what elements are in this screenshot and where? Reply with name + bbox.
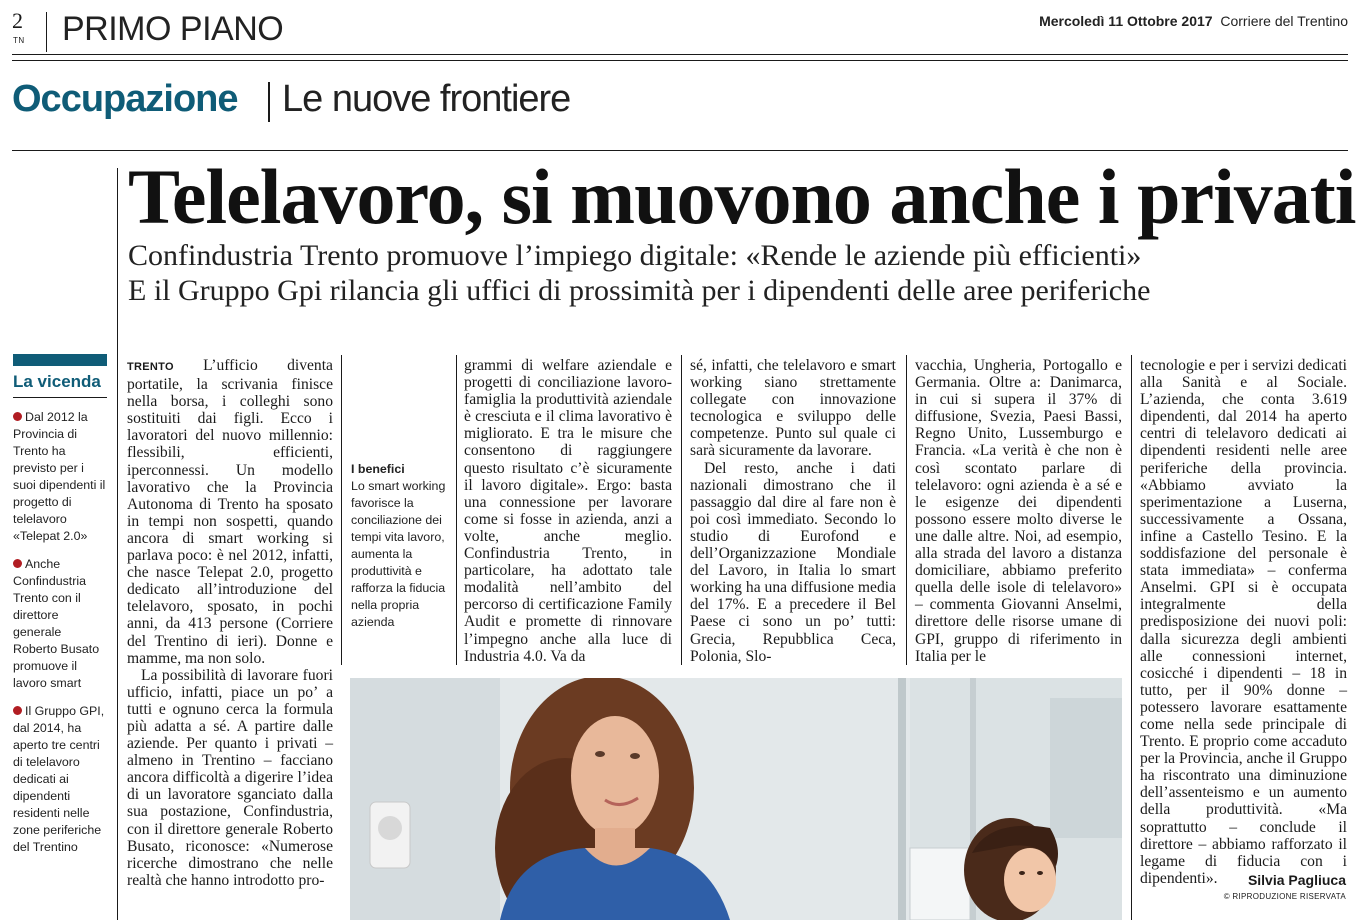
article-paragraph — [127, 357, 333, 667]
section-rule — [12, 150, 1348, 151]
article-column-3 — [464, 357, 672, 665]
publication-name: Corriere del Trentino — [1220, 13, 1348, 29]
article-headline: Telelavoro, si muovono anche i privati — [128, 153, 1356, 240]
masthead-rule — [12, 54, 1348, 55]
dateline: TRENTO — [127, 361, 174, 373]
paragraph-text: L’ufficio diventa portatile, la scrivania finisce nella borsa, i colleghi sono sostituiti dai figli. Ecco i lavoratori del nuovo millennio: flessibili, efficienti, iperconnessi. Un modello lavorativo che la Provincia Autonoma di Trento ha sposato in tempi non sospetti, quando ancora di smart working si parlava poco: è nel 2012, infatti, che nasce Telepat 2.0, progetto dedicato all’introduzione del telelavoro, sposato, in pochi anni, da 413 persone (Corriere del Trentino di ieri). Donne e mamme, ma non solo. — [127, 357, 333, 667]
article-column-5 — [915, 357, 1122, 665]
benefici-title: I benefici — [351, 462, 405, 476]
benefici-box — [351, 461, 449, 631]
masthead-rule-secondary — [12, 60, 1348, 61]
edition-code: TN — [13, 36, 25, 45]
article-column-1 — [127, 357, 333, 889]
sidebar-la-vicenda — [13, 354, 107, 856]
article-subhead-1: Confindustria Trento promuove l’impiego digitale: «Rende le aziende più efficienti» — [128, 239, 1142, 272]
column-rule — [906, 355, 907, 665]
article-paragraph: La possibilità di lavorare fuori ufficio, infatti, piace un po’ a tutti e ognuno cerca la formula più adatta a sé. A partire dalle aziende. Per quanto i privati – almeno in Trentino – facciano ancora difficoltà a digerire l’idea di un lavoratore sganciato dalla sua postazione, Confindustria, con il direttore generale Roberto Busato, riconosce: «Numerose ricerche dimostrano che nelle realtà che hanno introdotto pro- — [127, 666, 333, 889]
column-rule — [1131, 355, 1132, 920]
copyright-notice: © RIPRODUZIONE RISERVATA — [1223, 892, 1346, 901]
bullet-dot-icon — [13, 412, 22, 421]
article-column-4 — [690, 357, 896, 665]
section-subkicker: Le nuove frontiere — [282, 78, 571, 120]
page-number: 2 — [12, 8, 23, 33]
issue-date: Mercoledì 11 Ottobre 2017 — [1039, 13, 1213, 29]
photo-illustration — [350, 678, 1122, 920]
bullet-dot-icon — [13, 559, 22, 568]
section-header-divider — [268, 82, 270, 122]
section-kicker: Occupazione — [12, 78, 238, 120]
sidebar-rule — [13, 397, 107, 398]
article-photo — [350, 678, 1122, 920]
column-rule — [681, 355, 682, 665]
column-rule — [341, 355, 342, 665]
article-column-6 — [1140, 357, 1347, 887]
sidebar-item — [13, 703, 107, 856]
article-paragraph: grammi di welfare aziendale e progetti di conciliazione lavoro-famiglia la produttività aziendale è cresciuta e il clima lavorativo è migliorato. E tra le misure che consentono di raggiungere questo risultato c’è sicuramente il lavoro digitale». Ergo: basta una connessione per lavorare come si fosse in azienda, anzi a volte, anche meglio. Confindustria Trento, in particolare, ha adottato tale modalità nell’ambito del percorso di certificazione Family Audit e promette di rinnovare l’impegno anche alla luce di Industria 4.0. Va da — [464, 357, 672, 665]
sidebar-item — [13, 556, 107, 692]
byline: Silvia Pagliuca — [1247, 872, 1346, 888]
sidebar-item-text: Dal 2012 la Provincia di Trento ha previsto per i suoi dipendenti il progetto di telelavoro «Telepat 2.0» — [13, 410, 106, 543]
sidebar-item-text: Anche Confindustria Trento con il direttore generale Roberto Busato promuove il lavoro smart — [13, 557, 100, 690]
sidebar-title: La vicenda — [13, 372, 101, 391]
sidebar-accent-bar — [13, 354, 107, 366]
section-name: PRIMO PIANO — [62, 10, 284, 48]
benefici-text: Lo smart working favorisce la conciliazione dei tempi vita lavoro, aumenta la produttività e rafforza la fiducia nella propria azienda — [351, 479, 446, 629]
masthead — [12, 8, 1348, 52]
article-paragraph: vacchia, Ungheria, Portogallo e Germania. Oltre a: Danimarca, in cui si supera il 37% di diffusione, Svezia, Paesi Bassi, Regno Unito, Lussemburgo e Francia. «La verità è che non è così scontato parlare di telelavoro: ogni azienda è a sé e le esigenze dei dipendenti possono essere molto diverse le une dalle altre. Noi, ad esempio, alla strada del lavoro a distanza domiciliare, abbiamo preferito quella delle isole di telelavoro» – commenta Giovanni Anselmi, direttore delle risorse umane di GPI, gruppo di riferimento in Italia per le — [915, 357, 1122, 665]
article-paragraph: tecnologie e per i servizi dedicati alla Sanità e al Sociale. L’azienda, che conta 3.619 dipendenti, dal 2014 ha aperto centri di telelavoro dedicati ai dipendenti residenti nelle aree periferiche della provincia. «Abbiamo avviato la sperimentazione a Luserna, successivamente a Ossana, infine a Castello Tesino. E la soddisfazione del personale è stata immediata» – conferma Anselmi. GPI si è occupata integralmente della predisposizione dei nuovi poli: dalla sicurezza degli ambienti alle connessioni internet, cosicché i dipendenti – 18 in tutto, per il 90% donne – potessero lavorare esattamente come nella sede principale di Trento. E proprio come accaduto per la Provincia, anche il Gruppo ha riscontrato una diminuzione dell’assenteismo e un aumento della produttività. «Ma soprattutto – conclude il direttore – abbiamo rafforzato il legame di fiducia con i dipendenti». — [1140, 357, 1347, 887]
column-rule — [456, 355, 457, 665]
sidebar-divider — [117, 168, 118, 920]
date-publication-line — [1039, 13, 1348, 29]
article-paragraph: Del resto, anche i dati nazionali dimostrano che il passaggio dal dire al fare non è poi così immediato. Secondo lo studio di Eurofond e dell’Organizzazione Mondiale del Lavoro, in Italia lo smart working ha una diffusione media del 17%. E a precedere il Bel Paese ci sono un po’ tutti: Grecia, Repubblica Ceca, Polonia, Slo- — [690, 459, 896, 665]
masthead-divider — [46, 12, 47, 52]
article-subhead-2: E il Gruppo Gpi rilancia gli uffici di prossimità per i dipendenti delle aree periferiche — [128, 274, 1151, 307]
sidebar-item — [13, 409, 107, 545]
sidebar-item-text: Il Gruppo GPI, dal 2014, ha aperto tre centri di telelavoro dedicati ai dipendenti residenti nelle zone periferiche del Trentino — [13, 704, 105, 854]
article-paragraph: sé, infatti, che telelavoro e smart working siano strettamente collegate con innovazione tecnologica e sviluppo delle competenze. Punto sul quale ci sarà sicuramente da lavorare. — [690, 357, 896, 460]
bullet-dot-icon — [13, 706, 22, 715]
